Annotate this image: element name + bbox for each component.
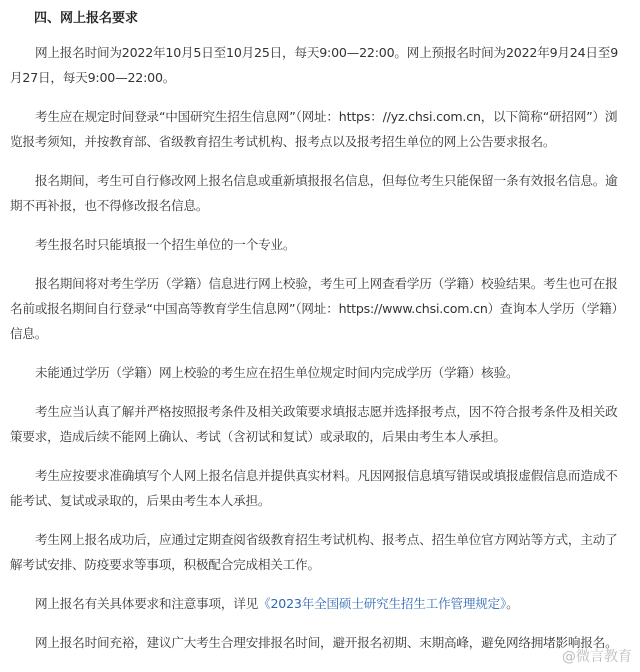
paragraph-modify: 报名期间，考生可自行修改网上报名信息或重新填报报名信息，但每位考生只能保留一条有效报名信息。逾期不再补报，也不得修改报名信息。 [10, 173, 618, 213]
watermark: @微言教育 [562, 649, 632, 665]
paragraph-failed-verification: 未能通过学历（学籍）网上校验的考生应在招生单位规定时间内完成学历（学籍）核验。 [35, 365, 519, 380]
paragraph-login: 考生应在规定时间登录“中国研究生招生信息网”（网址：https：//yz.chsi.com.cn，以下简称“研招网”）浏览报考须知，并按教育部、省级教育招生考试机构、报考点以及报考招生单位的网上公告要求报名。 [10, 109, 618, 149]
section-title: 四、网上报名要求 [34, 11, 139, 26]
paragraph-verification: 报名期间将对考生学历（学籍）信息进行网上校验，考生可上网查看学历（学籍）校验结果。考生也可在报名前或报名期间自行登录“中国高等教育学生信息网”（网址：https://www.chsi.com.cn）查询本人学历（学籍）信息。 [10, 276, 624, 341]
paragraph-registration-time: 网上报名时间为2022年10月5日至10月25日，每天9:00—22:00。网上预报名时间为2022年9月24日至9月27日，每天9:00—22:00。 [10, 45, 619, 85]
paragraph-advice: 网上报名时间充裕，建议广大考生合理安排报名时间，避开报名初期、末期高峰，避免网络拥堵影响报名。 [35, 635, 618, 650]
paragraph-conditions: 考生应当认真了解并严格按照报考条件及相关政策要求填报志愿并选择报考点，因不符合报考条件及相关政策要求，造成后续不能网上确认、考试（含初试和复试）或录取的，后果由考生本人承担。 [10, 404, 618, 444]
paragraph-accuracy: 考生应按要求准确填写个人网上报名信息并提供真实材料。凡因网报信息填写错误或填报虚假信息而造成不能考试、复试或录取的，后果由考生本人承担。 [10, 468, 618, 508]
paragraph-one-major: 考生报名时只能填报一个招生单位的一个专业。 [35, 237, 296, 252]
regulation-link[interactable]: 《2023年全国硕士研究生招生工作管理规定》 [258, 596, 507, 611]
paragraph-after-registration: 考生网上报名成功后，应通过定期查阅省级教育招生考试机构、报考点、招生单位官方网站等方式，主动了解考试安排、防疫要求等事项，积极配合完成相关工作。 [10, 532, 618, 572]
paragraph-details [10, 591, 626, 616]
details-prefix: 网上报名有关具体要求和注意事项，详见 [35, 596, 259, 611]
details-suffix: 。 [506, 596, 519, 611]
